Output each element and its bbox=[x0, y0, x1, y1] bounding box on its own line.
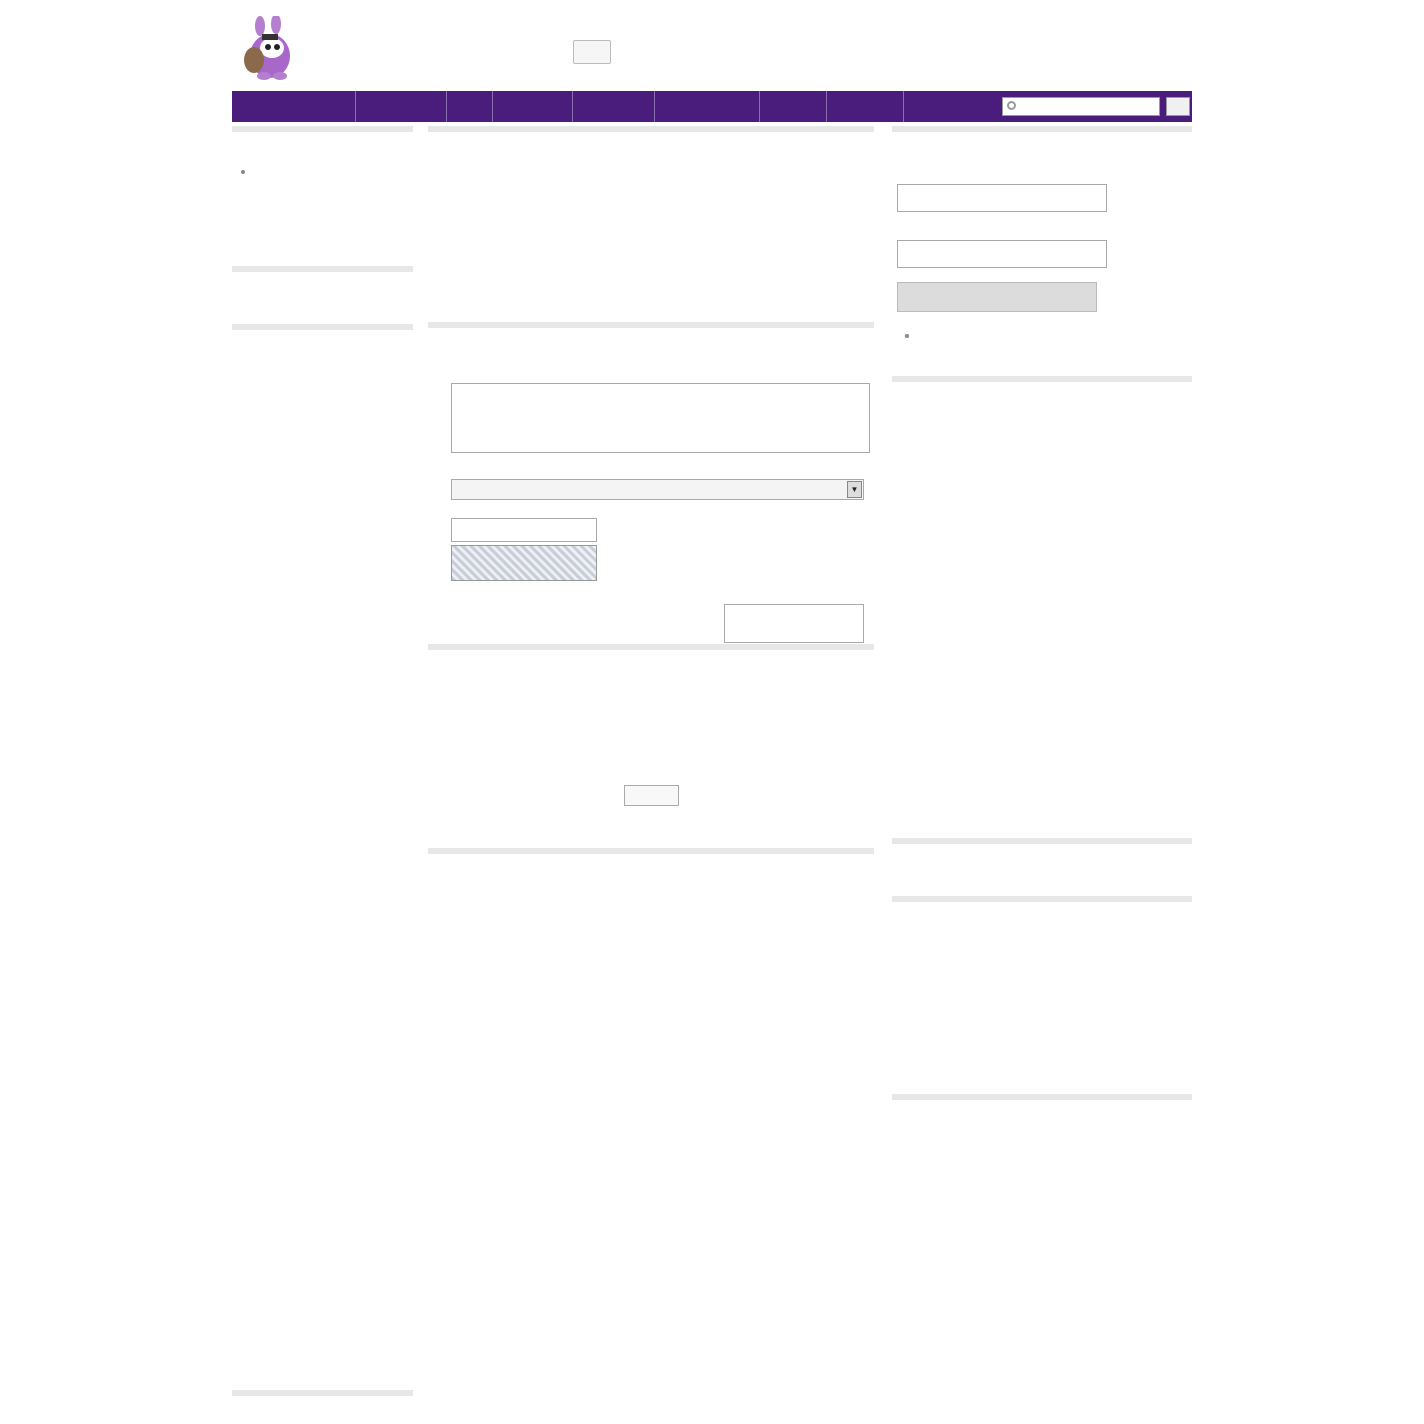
nav-top-opisy[interactable] bbox=[573, 91, 655, 122]
captcha-input[interactable] bbox=[451, 518, 597, 542]
main-column bbox=[428, 126, 874, 494]
section-divider bbox=[892, 1094, 1192, 1100]
search-icon bbox=[1007, 101, 1016, 110]
main-nav bbox=[232, 91, 1192, 122]
captcha-image bbox=[451, 545, 597, 581]
section-divider bbox=[892, 896, 1192, 902]
section-divider bbox=[428, 322, 874, 328]
page bbox=[232, 0, 1192, 1424]
section-divider bbox=[232, 266, 413, 272]
section-divider bbox=[892, 126, 1192, 132]
category-select[interactable] bbox=[451, 479, 864, 500]
nav-szukaj[interactable] bbox=[760, 91, 827, 122]
search-go-button[interactable] bbox=[1166, 97, 1190, 116]
dropdown-arrow-icon[interactable]: ▼ bbox=[847, 481, 862, 498]
left-sidebar bbox=[232, 126, 413, 132]
section-divider bbox=[428, 126, 874, 132]
password-input[interactable] bbox=[897, 240, 1107, 268]
username-input[interactable] bbox=[897, 184, 1107, 212]
section-divider bbox=[892, 838, 1192, 844]
section-divider bbox=[232, 1390, 413, 1396]
vote-button[interactable] bbox=[624, 785, 679, 806]
description-textarea[interactable] bbox=[451, 383, 870, 453]
mascot-logo[interactable] bbox=[242, 16, 302, 80]
nav-tagi[interactable] bbox=[447, 91, 493, 122]
section-divider bbox=[232, 126, 413, 132]
google-plus-button[interactable] bbox=[573, 40, 611, 64]
nav-strona-glowna[interactable] bbox=[232, 91, 356, 122]
search-input[interactable] bbox=[1020, 99, 1156, 114]
section-divider bbox=[428, 848, 874, 854]
section-divider bbox=[232, 324, 413, 330]
search-box[interactable] bbox=[1002, 97, 1160, 116]
nav-zaloguj[interactable] bbox=[827, 91, 904, 122]
nav-uzytkownicy[interactable] bbox=[655, 91, 760, 122]
right-sidebar bbox=[892, 126, 1192, 132]
nav-ulubione[interactable] bbox=[493, 91, 573, 122]
add-description-button[interactable] bbox=[724, 604, 864, 643]
section-divider bbox=[428, 644, 874, 650]
nav-dodaj-opis[interactable] bbox=[356, 91, 447, 122]
section-divider bbox=[892, 376, 1192, 382]
login-button[interactable] bbox=[897, 282, 1097, 312]
